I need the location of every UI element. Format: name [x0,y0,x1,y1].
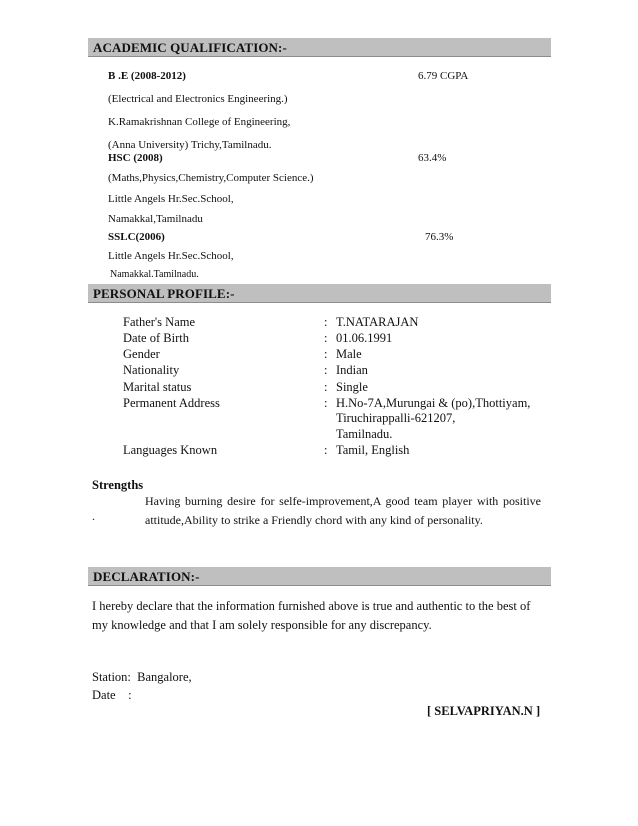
fathers-name-value: T.NATARAJAN [336,315,419,329]
dob-label: Date of Birth [123,331,189,345]
dob-value: 01.06.1991 [336,331,393,345]
colon: : [324,315,328,329]
languages-label: Languages Known [123,443,218,457]
marital-status-value: Single [336,380,368,394]
address-line-1: H.No-7A,Murungai & (po),Thottiyam, [336,396,531,410]
be-college: K.Ramakrishnan College of Engineering, [108,116,291,128]
colon: : [324,363,328,377]
gender-label: Gender [123,347,160,361]
colon: : [324,380,328,394]
sslc-place: Namakkal.Tamilnadu. [110,269,199,280]
strengths-heading: Strengths [92,478,144,492]
declaration-header: DECLARATION:- [88,567,551,586]
hsc-degree: HSC (2008) [108,152,163,164]
be-branch: (Electrical and Electronics Engineering.) [108,93,288,105]
station: Station: Bangalore, [92,670,192,684]
hsc-place: Namakkal,Tamilnadu [108,213,203,225]
declaration-text: I hereby declare that the information furnished above is true and authentic to the best of my knowledge and that I am solely responsible for any discrepancy. [92,599,531,632]
nationality-label: Nationality [123,363,180,377]
nationality-value: Indian [336,363,368,377]
gender-value: Male [336,347,362,361]
marital-status-label: Marital status [123,380,192,394]
be-university: (Anna University) Trichy,Tamilnadu. [108,139,272,151]
fathers-name-label: Father's Name [123,315,196,329]
date: Date : [92,688,132,702]
be-degree: B .E (2008-2012) [108,70,186,82]
colon: : [324,331,328,345]
sslc-score: 76.3% [425,231,454,243]
academic-qualification-header: ACADEMIC QUALIFICATION:- [88,38,551,57]
address-line-3: Tamilnadu. [336,427,393,441]
colon: : [324,443,328,457]
hsc-school: Little Angels Hr.Sec.School, [108,193,234,205]
signature: [ SELVAPRIYAN.N ] [427,704,541,718]
personal-profile-header: PERSONAL PROFILE:- [88,284,551,303]
languages-value: Tamil, English [336,443,410,457]
address-label: Permanent Address [123,396,220,410]
sslc-school: Little Angels Hr.Sec.School, [108,250,234,262]
sslc-degree: SSLC(2006) [108,231,165,243]
strengths-text: Having burning desire for selfe-improvement,A good team player with positive attitude,Ability to strike a Friendly chord with any kind of personality. [145,494,541,527]
hsc-subjects: (Maths,Physics,Chemistry,Computer Science.) [108,172,314,184]
colon: : [324,396,328,410]
hsc-score: 63.4% [418,152,447,164]
strengths-bullet: . [92,509,95,523]
be-score: 6.79 CGPA [418,70,469,82]
address-line-2: Tiruchirappalli-621207, [336,411,456,425]
colon: : [324,347,328,361]
